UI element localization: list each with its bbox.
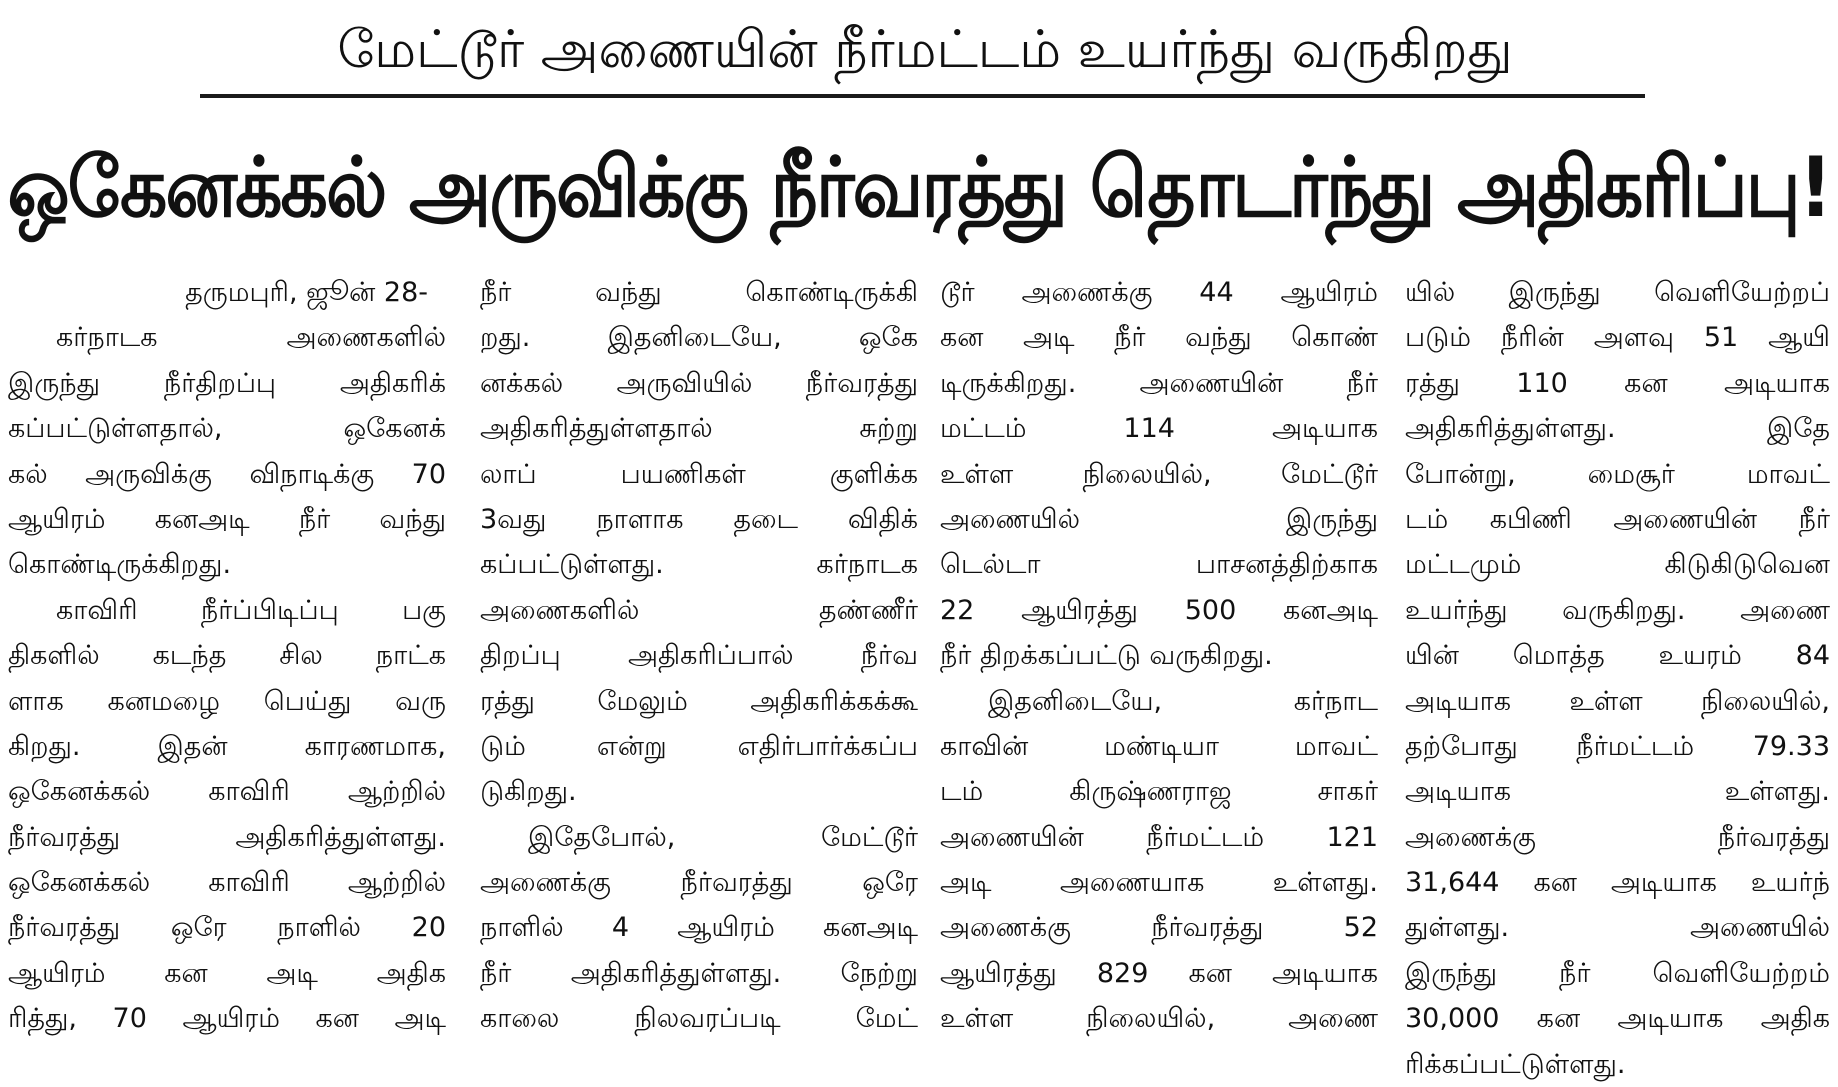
article-headline: ஒகேனக்கல் அருவிக்கு நீர்வரத்து தொடர்ந்து அதிகரிப்பு!	[7, 139, 1831, 237]
article-line: ரத்து 110 கன அடியாக	[1405, 367, 1830, 399]
article-line: னக்கல் அருவியில் நீர்வரத்து	[480, 367, 918, 399]
article-line: தருமபுரி, ஜூன் 28-	[185, 277, 428, 308]
article-line: மட்டம் 114 அடியாக	[940, 413, 1378, 445]
article-line: ஒகேனக்கல் காவிரி ஆற்றில்	[8, 776, 446, 808]
article-kicker: மேட்டூர் அணையின் நீர்மட்டம் உயர்ந்து வருகிறது	[337, 20, 1513, 80]
article-line: காலை நிலவரப்படி மேட்	[480, 1003, 918, 1035]
article-line: ஆயிரம் கனஅடி நீர் வந்து	[8, 503, 446, 535]
article-column-4	[1405, 270, 1830, 1080]
article-line: அதிகரித்துள்ளதால் சுற்று	[480, 413, 918, 445]
article-line: இருந்து நீர்திறப்பு அதிகரிக்	[8, 367, 446, 399]
article-line: இருந்து நீர் வெளியேற்றம்	[1405, 957, 1830, 989]
article-line: டெல்டா பாசனத்திற்காக	[940, 549, 1378, 581]
article-line: டுகிறது.	[480, 776, 577, 808]
article-column-1	[8, 270, 446, 1058]
article-line: ரித்து, 70 ஆயிரம் கன அடி	[8, 1003, 446, 1035]
article-line: நீர் அதிகரித்துள்ளது. நேற்று	[480, 957, 918, 989]
kicker-divider-rule	[200, 94, 1645, 98]
article-line: உயர்ந்து வருகிறது. அணை	[1405, 594, 1830, 626]
article-line: கப்பட்டுள்ளது. கர்நாடக	[480, 549, 918, 581]
article-line: ஆயிரத்து 829 கன அடியாக	[940, 957, 1378, 989]
article-line: யின் மொத்த உயரம் 84	[1405, 640, 1830, 672]
article-column-3	[940, 270, 1378, 1058]
article-column-2	[480, 270, 918, 1058]
article-line: ஆயிரம் கன அடி அதிக	[8, 957, 446, 989]
article-line: திறப்பு அதிகரிப்பால் நீர்வ	[480, 640, 918, 672]
article-line: லாப் பயணிகள் குளிக்க	[480, 458, 918, 490]
article-line: போன்று, மைசூர் மாவட்	[1405, 458, 1830, 490]
article-line: உள்ள நிலையில், மேட்டூர்	[940, 458, 1378, 490]
article-line: டும் என்று எதிர்பார்க்கப்ப	[480, 730, 918, 762]
article-line: மட்டமும் கிடுகிடுவென	[1405, 549, 1830, 581]
article-line: கன அடி நீர் வந்து கொண்	[940, 322, 1378, 354]
article-line: கர்நாடக அணைகளில்	[56, 322, 446, 354]
article-line: இதனிடையே, கர்நாட	[988, 685, 1378, 717]
article-line: நாளில் 4 ஆயிரம் கனஅடி	[480, 912, 918, 944]
article-line: அணையில் இருந்து	[940, 503, 1378, 535]
article-line: கிறது. இதன் காரணமாக,	[8, 730, 446, 762]
article-line: அணைக்கு நீர்வரத்து	[1405, 821, 1830, 853]
article-line: 30,000 கன அடியாக அதிக	[1405, 1003, 1830, 1035]
article-line: துள்ளது. அணையில்	[1405, 912, 1830, 944]
article-line: டம் கிருஷ்ணராஜ சாகர்	[940, 776, 1378, 808]
article-line: அணைகளில் தண்ணீர்	[480, 594, 918, 626]
article-line: திகளில் கடந்த சில நாட்க	[8, 640, 446, 672]
article-line: நீர்வரத்து அதிகரித்துள்ளது.	[8, 821, 446, 853]
article-line: ரத்து மேலும் அதிகரிக்கக்கூ	[480, 685, 918, 717]
article-line: ளாக கனமழை பெய்து வரு	[8, 685, 446, 717]
article-line: 31,644 கன அடியாக உயர்ந்	[1405, 867, 1830, 899]
article-line: காவின் மண்டியா மாவட்	[940, 730, 1378, 762]
article-line: நீர் திறக்கப்பட்டு வருகிறது.	[940, 640, 1273, 672]
article-line: தற்போது நீர்மட்டம் 79.33	[1405, 730, 1830, 762]
article-line: நீர்வரத்து ஒரே நாளில் 20	[8, 912, 446, 944]
article-line: றது. இதனிடையே, ஒகே	[480, 322, 918, 354]
article-line: அடி அணையாக உள்ளது.	[940, 867, 1378, 899]
article-line: அடியாக உள்ள நிலையில்,	[1405, 685, 1830, 717]
article-line: படும் நீரின் அளவு 51 ஆயி	[1405, 322, 1830, 354]
article-line: அதிகரித்துள்ளது. இதே	[1405, 413, 1830, 445]
article-line: டிருக்கிறது. அணையின் நீர்	[940, 367, 1378, 399]
article-line: அணைக்கு நீர்வரத்து ஒரே	[480, 867, 918, 899]
article-line: டம் கபிணி அணையின் நீர்	[1405, 503, 1830, 535]
article-line: கொண்டிருக்கிறது.	[8, 549, 232, 581]
article-line: இதேபோல், மேட்டூர்	[528, 821, 918, 853]
article-line: அணைக்கு நீர்வரத்து 52	[940, 912, 1378, 944]
article-line: அடியாக உள்ளது.	[1405, 776, 1830, 808]
article-line: அணையின் நீர்மட்டம் 121	[940, 821, 1378, 853]
article-line: 3வது நாளாக தடை விதிக்	[480, 503, 918, 535]
article-line: காவிரி நீர்ப்பிடிப்பு பகு	[56, 594, 446, 626]
article-line: உள்ள நிலையில், அணை	[940, 1003, 1378, 1035]
article-line: ஒகேனக்கல் காவிரி ஆற்றில்	[8, 867, 446, 899]
article-line: கல் அருவிக்கு விநாடிக்கு 70	[8, 458, 446, 490]
article-line: 22 ஆயிரத்து 500 கனஅடி	[940, 594, 1378, 626]
article-line: டூர் அணைக்கு 44 ஆயிரம்	[940, 277, 1378, 308]
article-line: நீர் வந்து கொண்டிருக்கி	[480, 277, 918, 308]
article-line: கப்பட்டுள்ளதால், ஒகேனக்	[8, 413, 446, 445]
article-line: யில் இருந்து வெளியேற்றப்	[1405, 277, 1830, 308]
article-body	[8, 270, 1830, 1080]
article-line: ரிக்கப்பட்டுள்ளது.	[1405, 1048, 1626, 1080]
